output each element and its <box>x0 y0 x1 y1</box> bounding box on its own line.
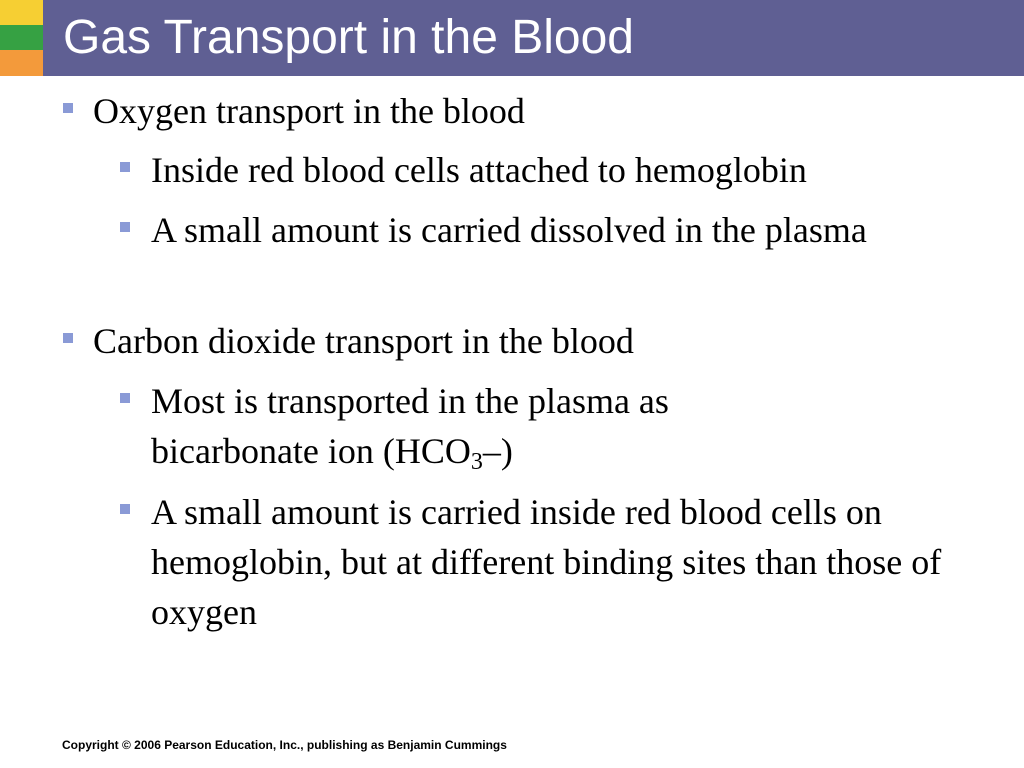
bullet-oxygen-transport <box>63 86 993 136</box>
subscript-three: 3 <box>470 449 483 475</box>
square-bullet-icon <box>63 103 73 113</box>
square-bullet-icon <box>120 222 130 232</box>
bullet-carbon-dioxide-transport <box>63 316 993 366</box>
corner-accent-yellow <box>0 0 43 25</box>
square-bullet-icon <box>120 504 130 514</box>
bullet-text: A small amount is carried dissolved in the plasma <box>151 210 867 250</box>
sub-bullet-hemoglobin <box>120 145 1000 195</box>
square-bullet-icon <box>63 333 73 343</box>
sub-bullet-bicarbonate <box>120 376 820 476</box>
corner-accent-orange <box>0 50 43 76</box>
bicarbonate-text-end: –) <box>482 431 513 471</box>
bullet-text: Carbon dioxide transport in the blood <box>93 321 634 361</box>
corner-accent-green <box>0 25 43 50</box>
sub-bullet-dissolved-plasma <box>120 205 900 255</box>
square-bullet-icon <box>120 393 130 403</box>
slide-title: Gas Transport in the Blood <box>63 11 634 64</box>
bullet-text: A small amount is carried inside red blood cells on hemoglobin, but at different binding sites than those of oxygen <box>151 492 942 632</box>
bicarbonate-text: Most is transported in the plasma as bicarbonate ion (HCO <box>151 381 669 471</box>
copyright-footer: Copyright © 2006 Pearson Education, Inc., publishing as Benjamin Cummings <box>62 738 507 752</box>
bullet-text <box>120 376 820 476</box>
bullet-text: Oxygen transport in the blood <box>93 91 525 131</box>
sub-bullet-binding-sites <box>120 487 950 637</box>
square-bullet-icon <box>120 162 130 172</box>
bullet-text: Inside red blood cells attached to hemoglobin <box>151 150 807 190</box>
title-bar <box>43 0 1024 76</box>
